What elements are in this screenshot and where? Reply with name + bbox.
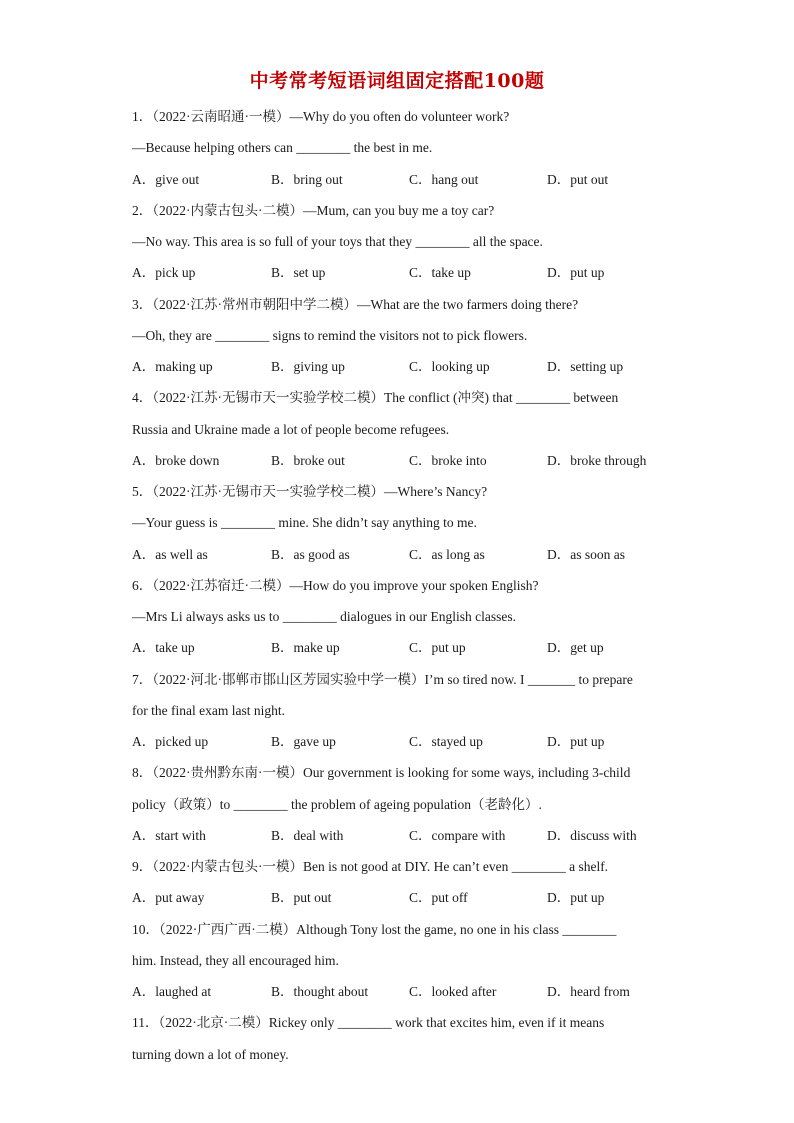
question-stem: 1．（2022·云南昭通·一模）—Why do you often do volunteer work? — [132, 109, 510, 124]
answer-options — [132, 450, 672, 481]
question-stem-continued: —Oh, they are ________ signs to remind the visitors not to pick flowers. — [132, 327, 528, 343]
question-stem-continued: policy（政策）to ________ the problem of ageing population（老龄化）. — [132, 796, 542, 812]
option-a[interactable]: A．take up — [132, 640, 195, 656]
option-c[interactable]: C．looked after — [409, 984, 497, 999]
answer-options — [132, 544, 672, 575]
question-item — [132, 481, 672, 575]
option-c[interactable]: C．compare with — [409, 827, 506, 843]
option-d[interactable]: D．put out — [547, 171, 609, 187]
answer-options — [132, 981, 672, 1012]
answer-options — [132, 825, 672, 856]
option-d[interactable]: D．put up — [547, 265, 605, 281]
option-b[interactable]: B．giving up — [271, 359, 345, 374]
question-item — [132, 387, 672, 481]
question-stem-continued: —Mrs Li always asks us to ________ dialogues in our English classes. — [132, 609, 516, 624]
question-stem-continued: —Because helping others can ________ the best in me. — [132, 140, 433, 156]
option-b[interactable]: B．thought about — [271, 984, 369, 999]
option-b[interactable]: B．make up — [271, 640, 340, 656]
question-stem-continued: him. Instead, they all encouraged him. — [132, 952, 339, 968]
option-d[interactable]: D．get up — [547, 640, 604, 656]
option-a[interactable]: A．give out — [132, 171, 200, 187]
answer-options — [132, 637, 672, 668]
question-stem: 2．（2022·内蒙古包头·二模）—Mum, can you buy me a toy car? — [132, 202, 495, 218]
option-c[interactable]: C．as long as — [409, 546, 485, 562]
option-b[interactable]: B．deal with — [271, 827, 344, 843]
option-a[interactable]: A．picked up — [132, 734, 209, 749]
question-item — [132, 200, 672, 294]
answer-options — [132, 887, 672, 918]
question-stem: 5．（2022·江苏·无锡市天一实验学校二模）—Where’s Nancy? — [132, 484, 488, 499]
option-a[interactable]: A．making up — [132, 359, 213, 374]
answer-options — [132, 731, 672, 762]
option-b[interactable]: B．broke out — [271, 452, 345, 468]
option-b[interactable]: B．as good as — [271, 546, 350, 562]
question-item — [132, 1012, 672, 1075]
question-list — [132, 106, 672, 1075]
option-d[interactable]: D．heard from — [547, 984, 630, 999]
option-d[interactable]: D．as soon as — [547, 546, 625, 562]
option-d[interactable]: D．put up — [547, 890, 605, 906]
option-c[interactable]: C．hang out — [409, 171, 479, 187]
option-c[interactable]: C．take up — [409, 265, 471, 281]
option-c[interactable]: C．looking up — [409, 359, 490, 374]
answer-options — [132, 262, 672, 293]
option-a[interactable]: A．put away — [132, 890, 205, 906]
question-stem: 8．（2022·贵州黔东南·一模）Our government is looking for some ways, including 3-child — [132, 765, 631, 781]
option-c[interactable]: C．put off — [409, 890, 468, 906]
answer-options — [132, 169, 672, 200]
option-b[interactable]: B．set up — [271, 265, 326, 281]
option-a[interactable]: A．laughed at — [132, 984, 212, 999]
question-stem-continued: —No way. This area is so full of your toys that they ________ all the space. — [132, 234, 543, 249]
option-a[interactable]: A．start with — [132, 827, 206, 843]
option-a[interactable]: A．broke down — [132, 452, 220, 468]
question-item — [132, 762, 672, 856]
question-stem-continued: for the final exam last night. — [132, 702, 285, 718]
question-item — [132, 919, 672, 1013]
question-stem: 10．（2022·广西广西·二模）Although Tony lost the game, no one in his class ________ — [132, 921, 617, 937]
option-c[interactable]: C．stayed up — [409, 734, 483, 749]
question-item — [132, 294, 672, 388]
question-stem-continued: turning down a lot of money. — [132, 1046, 289, 1062]
option-d[interactable]: D．discuss with — [547, 827, 637, 843]
option-d[interactable]: D．put up — [547, 734, 605, 749]
option-c[interactable]: C．broke into — [409, 452, 487, 468]
question-stem-continued: Russia and Ukraine made a lot of people become refugees. — [132, 421, 450, 437]
option-d[interactable]: D．setting up — [547, 359, 624, 374]
question-item — [132, 856, 672, 919]
option-a[interactable]: A．as well as — [132, 546, 208, 562]
option-c[interactable]: C．put up — [409, 640, 466, 656]
question-stem: 4．（2022·江苏·无锡市天一实验学校二模）The conflict (冲突) that ________ between — [132, 390, 619, 406]
option-b[interactable]: B．put out — [271, 890, 332, 906]
question-item — [132, 106, 672, 200]
option-b[interactable]: B．gave up — [271, 734, 336, 749]
question-stem: 11．（2022·北京·二模）Rickey only ________ work that excites him, even if it means — [132, 1015, 605, 1031]
question-item — [132, 669, 672, 763]
page-title: 中考常考短语词组固定搭配100题 — [249, 70, 545, 92]
question-item — [132, 575, 672, 669]
option-a[interactable]: A．pick up — [132, 265, 196, 281]
question-stem: 6．（2022·江苏宿迁·二模）—How do you improve your spoken English? — [132, 577, 539, 593]
answer-options — [132, 356, 672, 387]
option-b[interactable]: B．bring out — [271, 171, 343, 187]
question-stem-continued: —Your guess is ________ mine. She didn’t say anything to me. — [132, 515, 477, 531]
option-d[interactable]: D．broke through — [547, 452, 647, 468]
question-stem: 9．（2022·内蒙古包头·一模）Ben is not good at DIY. He can’t even ________ a shelf. — [132, 859, 609, 874]
question-stem: 3．（2022·江苏·常州市朝阳中学二模）—What are the two farmers doing there? — [132, 296, 579, 312]
question-stem: 7．（2022·河北·邯郸市邯山区芳园实验中学一模）I’m so tired now. I _______ to prepare — [132, 671, 633, 687]
